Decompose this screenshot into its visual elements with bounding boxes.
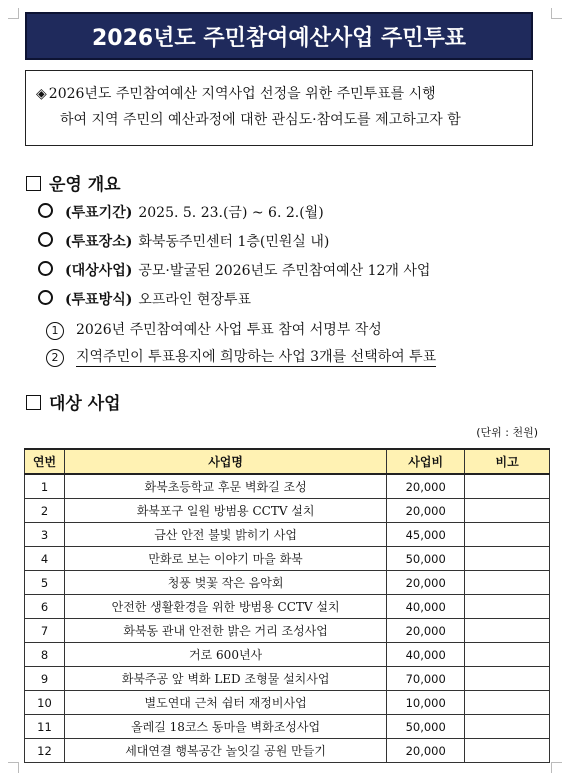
item-text: 공모·발굴된 2026년도 주민참여예산 12개 사업 [138,263,431,279]
cell-name: 세대연결 행복공간 놀잇길 공원 만들기 [64,739,386,763]
page-corner-mark [8,8,19,19]
cell-no: 1 [25,474,65,499]
item-text: 2025. 5. 23.(금) ~ 6. 2.(월) [138,205,324,221]
item-text: 화북동주민센터 1층(민원실 내) [138,234,330,250]
purpose-line-1 [36,81,520,107]
cell-cost: 20,000 [387,619,465,643]
cell-note [465,523,550,547]
cell-cost: 20,000 [387,499,465,523]
cell-no: 5 [25,571,65,595]
circle-bullet-icon [38,203,53,218]
header-no: 연번 [25,449,65,474]
item-label: (투표기간) [65,205,133,221]
cell-note [465,571,550,595]
cell-note [465,715,550,739]
header-cost: 사업비 [387,449,465,474]
overview-item [38,202,324,222]
cell-name: 만화로 보는 이야기 마을 화북 [64,547,386,571]
item-label: (투표장소) [65,234,133,250]
voting-step [46,346,436,367]
circled-number-icon: 1 [46,322,64,340]
cell-no: 12 [25,739,65,763]
cell-no: 6 [25,595,65,619]
purpose-box [25,70,533,146]
cell-note [465,474,550,499]
cell-note [465,667,550,691]
table-row [25,571,550,595]
table-header-row [25,449,550,474]
table-row [25,619,550,643]
cell-name: 화북주공 앞 벽화 LED 조형물 설치사업 [64,667,386,691]
overview-item [38,260,430,280]
cell-note [465,547,550,571]
table-row [25,523,550,547]
cell-name: 올레길 18코스 동마을 벽화조성사업 [64,715,386,739]
cell-cost: 50,000 [387,547,465,571]
circled-number-icon: 2 [46,349,64,367]
cell-name: 청풍 벚꽃 작은 음악회 [64,571,386,595]
circle-bullet-icon [38,261,53,276]
square-bullet-icon [26,395,41,410]
cell-cost: 50,000 [387,715,465,739]
voting-step [46,319,382,340]
cell-no: 8 [25,643,65,667]
page-corner-mark [551,762,562,773]
step-text: 지역주민이 투표용지에 희망하는 사업 3개를 선택하여 투표 [76,349,437,365]
section-heading-projects [26,389,121,414]
cell-cost: 20,000 [387,571,465,595]
header-name: 사업명 [64,449,386,474]
header-note: 비고 [465,449,550,474]
cell-cost: 45,000 [387,523,465,547]
page-corner-mark [8,762,19,773]
cell-no: 10 [25,691,65,715]
section-heading-text: 운영 개요 [49,175,121,195]
cell-name: 거로 600년사 [64,643,386,667]
project-table [24,448,550,763]
cell-note [465,619,550,643]
item-label: (대상사업) [65,263,133,279]
table-row [25,715,550,739]
square-bullet-icon [26,176,41,191]
overview-item [38,289,251,309]
cell-cost: 40,000 [387,643,465,667]
cell-cost: 20,000 [387,739,465,763]
section-heading-overview [26,170,121,195]
cell-note [465,739,550,763]
purpose-text-1: 2026년도 주민참여예산 지역사업 선정을 위한 주민투표를 시행 [48,86,436,102]
diamond-bullet-icon: ◈ [36,86,47,102]
section-heading-text: 대상 사업 [49,394,121,414]
circle-bullet-icon [38,290,53,305]
cell-note [465,643,550,667]
table-row [25,739,550,763]
cell-name: 안전한 생활환경을 위한 방범용 CCTV 설치 [64,595,386,619]
table-row [25,547,550,571]
cell-cost: 40,000 [387,595,465,619]
cell-note [465,595,550,619]
cell-cost: 20,000 [387,474,465,499]
cell-name: 화북초등학교 후문 벽화길 조성 [64,474,386,499]
cell-no: 9 [25,667,65,691]
cell-cost: 70,000 [387,667,465,691]
cell-name: 화북동 관내 안전한 밝은 거리 조성사업 [64,619,386,643]
table-row [25,667,550,691]
cell-name: 화북포구 일원 방범용 CCTV 설치 [64,499,386,523]
table-row [25,595,550,619]
table-row [25,499,550,523]
cell-no: 4 [25,547,65,571]
cell-note [465,691,550,715]
page-corner-mark [551,8,562,19]
table-row [25,691,550,715]
item-label: (투표방식) [65,292,133,308]
cell-no: 11 [25,715,65,739]
purpose-line-2: 하여 지역 주민의 예산과정에 대한 관심도·참여도를 제고하고자 함 [60,112,461,128]
document-title: 2026년도 주민참여예산사업 주민투표 [25,12,533,60]
overview-item [38,231,329,251]
step-text: 2026년 주민참여예산 사업 투표 참여 서명부 작성 [76,322,382,338]
cell-no: 2 [25,499,65,523]
item-text: 오프라인 현장투표 [138,292,252,308]
cell-no: 3 [25,523,65,547]
table-row [25,474,550,499]
circle-bullet-icon [38,232,53,247]
table-row [25,643,550,667]
cell-cost: 10,000 [387,691,465,715]
cell-name: 별도연대 근처 쉼터 재정비사업 [64,691,386,715]
cell-note [465,499,550,523]
unit-note: (단위 : 천원) [476,426,538,439]
cell-name: 금산 안전 불빛 밝히기 사업 [64,523,386,547]
cell-no: 7 [25,619,65,643]
